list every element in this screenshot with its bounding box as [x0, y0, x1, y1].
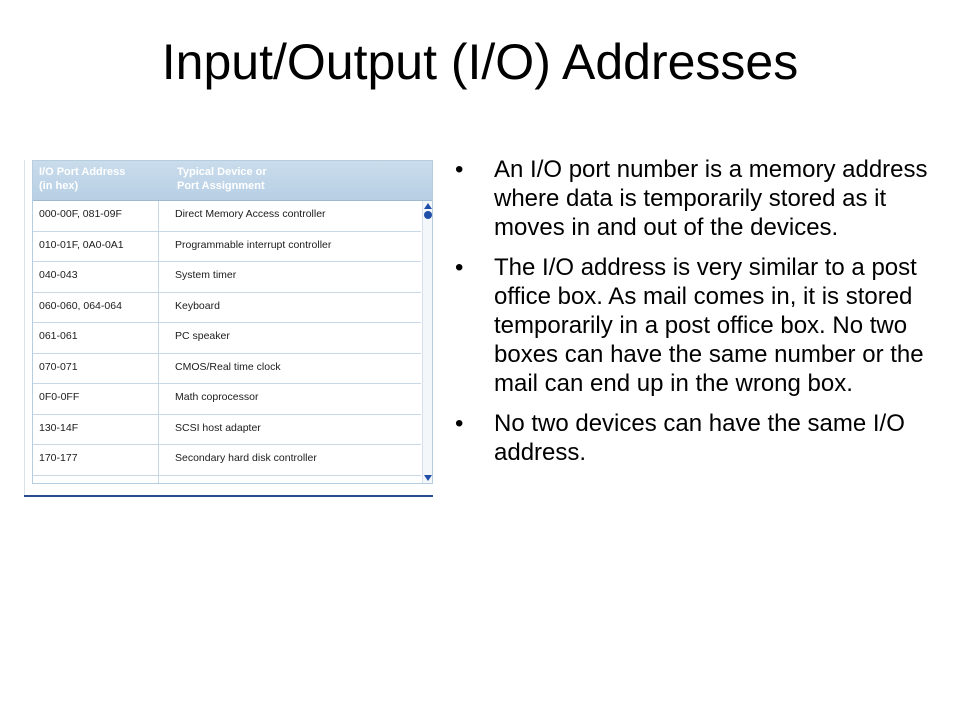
scroll-down-arrow-icon[interactable] [424, 475, 432, 481]
table-row [33, 384, 421, 415]
scroll-up-arrow-icon[interactable] [424, 203, 432, 209]
table-scrollbar[interactable] [422, 201, 433, 483]
bullet-marker: • [455, 254, 464, 281]
table-row [33, 232, 421, 263]
device-cell: Direct Memory Access controller [175, 208, 326, 220]
device-cell: CMOS/Real time clock [175, 360, 281, 373]
frame-bottom-divider [24, 495, 433, 497]
port-address-cell: 070-071 [39, 360, 78, 373]
device-cell: Math coprocessor [175, 391, 259, 403]
bullet-item [455, 253, 955, 398]
io-address-table-image [24, 160, 433, 496]
table-row [33, 293, 421, 324]
table-row [33, 415, 421, 446]
device-cell: SCSI host adapter [175, 421, 261, 434]
slide-title: Input/Output (I/O) Addresses [161, 34, 799, 90]
bullet-text: No two devices can have the same I/O address. [494, 410, 905, 466]
port-address-cell: 000-00F, 081-09F [39, 208, 122, 220]
device-cell: PC speaker [175, 330, 230, 342]
bullet-item [455, 155, 955, 242]
device-cell: System timer [175, 269, 237, 281]
bullet-item [455, 409, 955, 467]
port-address-cell: 0F0-0FF [39, 391, 80, 403]
frame-left-divider [24, 160, 25, 496]
table-row [33, 262, 421, 293]
bullet-text: An I/O port number is a memory address where data is temporarily stored as it moves in and out of the devices. [494, 156, 928, 241]
header-port-address: I/O Port Address (in hex) [39, 166, 126, 192]
port-address-cell: 170-177 [39, 452, 78, 464]
port-address-cell: 010-01F, 0A0-0A1 [39, 238, 124, 251]
table-row [33, 445, 421, 476]
header-device-assignment: Typical Device or Port Assignment [177, 166, 267, 192]
port-address-cell: 130-14F [39, 421, 79, 434]
table-header [33, 161, 432, 201]
bullet-marker: • [455, 410, 464, 437]
port-address-cell: 040-043 [39, 269, 78, 281]
bullet-text: The I/O address is very similar to a post office box. As mail comes in, it is stored temporarily in a post office box. No two boxes can have the same number or the mail can end up in the wrong box. [494, 254, 924, 397]
io-address-table [32, 160, 433, 484]
device-cell: Keyboard [175, 299, 220, 312]
device-cell: Secondary hard disk controller [175, 452, 317, 464]
port-address-cell: 060-060, 064-064 [39, 299, 122, 312]
table-body [33, 201, 421, 476]
bullet-marker: • [455, 156, 464, 183]
scroll-thumb[interactable] [424, 211, 432, 219]
table-row [33, 354, 421, 385]
table-row [33, 323, 421, 354]
port-address-cell: 061-061 [39, 330, 78, 342]
bullet-list [455, 155, 955, 478]
table-row [33, 201, 421, 232]
device-cell: Programmable interrupt controller [175, 238, 332, 251]
